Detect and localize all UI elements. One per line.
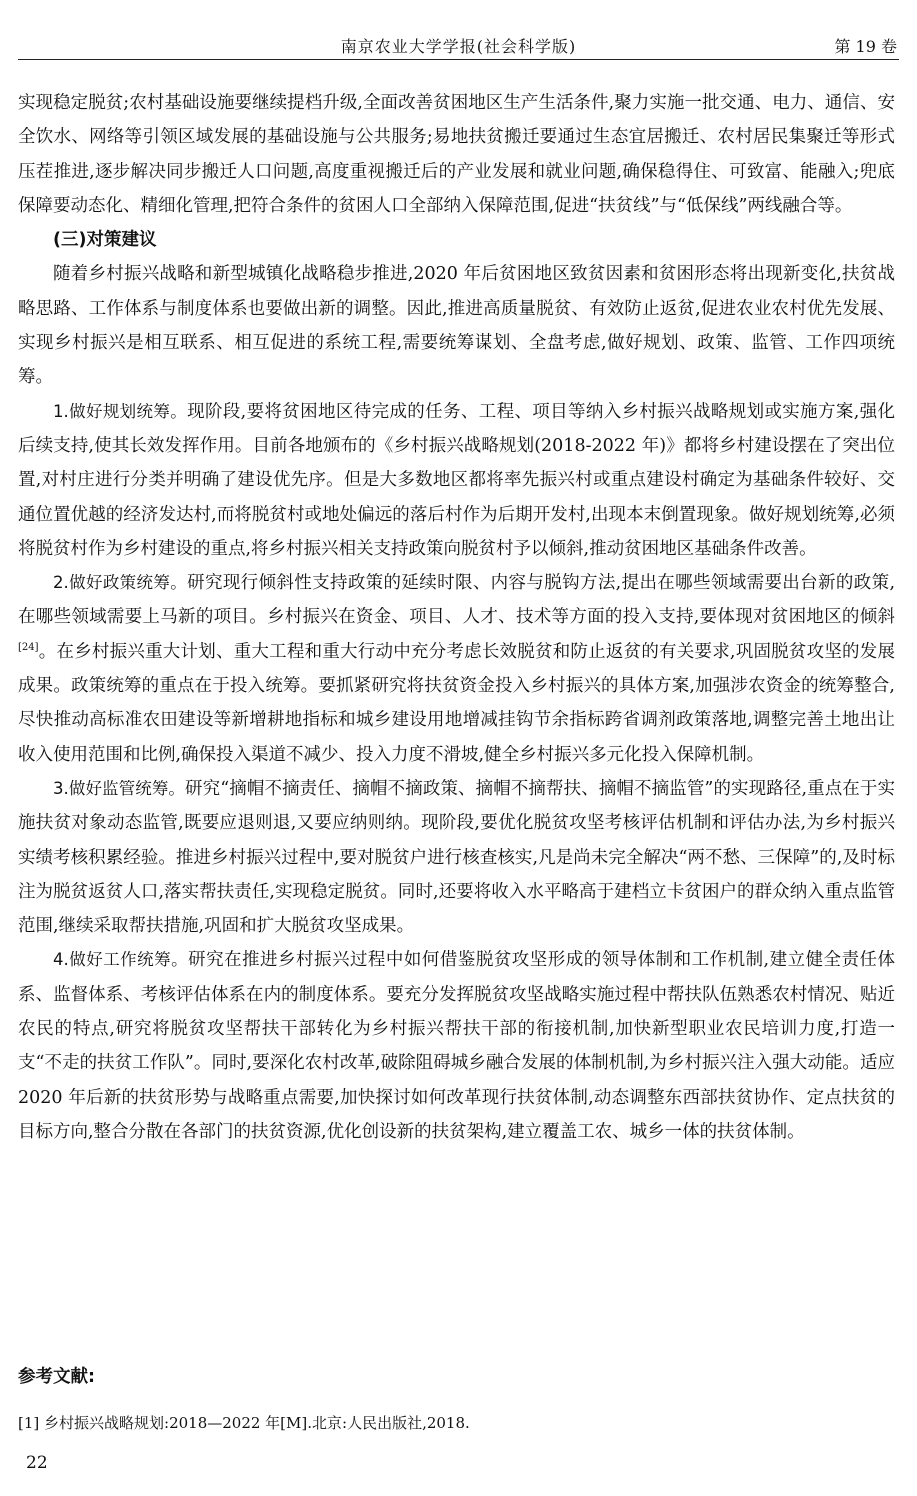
item-lead: 1.做好规划统筹。: [53, 401, 188, 421]
article-body: [18, 86, 895, 1149]
item-lead: 4.做好工作统筹。: [53, 950, 189, 970]
citation-ref: [24]: [18, 641, 39, 653]
references-heading: 参考文献:: [18, 1367, 95, 1387]
paragraph-item-3: [18, 772, 895, 943]
item-text: 研究“摘帽不摘责任、摘帽不摘政策、摘帽不摘帮扶、摘帽不摘监管”的实现路径,重点在于实施扶贫对象动态监管,既要应退则退,又要应纳则纳。现阶段,要优化脱贫攻坚考核评估机制和评估办法,为乡村振兴实绩考核积累经验。推进乡村振兴过程中,要对脱贫户进行核查核实,凡是尚未完全解决“两不愁、三保障”的,及时标注为脱贫返贫人口,落实帮扶责任,实现稳定脱贫。同时,还要将收入水平略高于建档立卡贫困户的群众纳入重点监管范围,继续采取帮扶措施,巩固和扩大脱贫攻坚成果。: [18, 778, 895, 937]
volume-number: 第 19 卷: [834, 37, 897, 56]
paragraph-item-4: [18, 943, 895, 1149]
item-text: 。在乡村振兴重大计划、重大工程和重大行动中充分考虑长效脱贫和防止返贫的有关要求,巩固脱贫攻坚的发展成果。政策统筹的重点在于投入统筹。要抓紧研究将扶贫资金投入乡村振兴的具体方案,加强涉农资金的统筹整合,尽快推动高标准农田建设等新增耕地指标和城乡建设用地增减挂钩节余指标跨省调剂政策落地,调整完善土地出让收入使用范围和比例,确保投入渠道不减少、投入力度不滑坡,健全乡村振兴多元化投入保障机制。: [18, 641, 895, 765]
item-lead: 3.做好监管统筹。: [53, 778, 186, 798]
running-header: [18, 0, 899, 60]
paragraph: 随着乡村振兴战略和新型城镇化战略稳步推进,2020 年后贫困地区致贫因素和贫困形态将出现新变化,扶贫战略思路、工作体系与制度体系也要做出新的调整。因此,推进高质量脱贫、有效防止返贫,促进农业农村优先发展、实现乡村振兴是相互联系、相互促进的系统工程,需要统筹谋划、全盘考虑,做好规划、政策、监管、工作四项统筹。: [18, 264, 895, 388]
item-text: 现阶段,要将贫困地区待完成的任务、工程、项目等纳入乡村振兴战略规划或实施方案,强化后续支持,使其长效发挥作用。目前各地颁布的《乡村振兴战略规划(2018-2022 年)》都将乡村建设摆在了突出位置,对村庄进行分类并明确了建设优先序。但是大多数地区都将率先振兴村或重点建设村确定为基础条件较好、交通位置优越的经济发达村,而将脱贫村或地处偏远的落后村作为后期开发村,出现本末倒置现象。做好规划统筹,必须将脱贫村作为乡村建设的重点,将乡村振兴相关支持政策向脱贫村予以倾斜,推动贫困地区基础条件改善。: [18, 401, 896, 559]
item-text: 研究现行倾斜性支持政策的延续时限、内容与脱钩方法,提出在哪些领域需要出台新的政策,在哪些领域需要上马新的项目。乡村振兴在资金、项目、人才、技术等方面的投入支持,要体现对贫困地区的倾斜: [18, 573, 896, 628]
item-text: 研究在推进乡村振兴过程中如何借鉴脱贫攻坚形成的领导体制和工作机制,建立健全责任体系、监督体系、考核评估体系在内的制度体系。要充分发挥脱贫攻坚战略实施过程中帮扶队伍熟悉农村情况、贴近农民的特点,研究将脱贫攻坚帮扶干部转化为乡村振兴帮扶干部的衔接机制,加快新型职业农民培训力度,打造一支“不走的扶贫工作队”。同时,要深化农村改革,破除阻碍城乡融合发展的体制机制,为乡村振兴注入强大动能。适应 2020 年后新的扶贫形势与战略重点需要,加快探讨如何改革现行扶贫体制,动态调整东西部扶贫协作、定点扶贫的目标方向,整合分散在各部门的扶贫资源,优化创设新的扶贫架构,建立覆盖工农、城乡一体的扶贫体制。: [18, 950, 895, 1142]
paragraph-item-1: [18, 395, 895, 566]
page-number: 22: [26, 1453, 48, 1473]
paragraph: 实现稳定脱贫;农村基础设施要继续提档升级,全面改善贫困地区生产生活条件,聚力实施一批交通、电力、通信、安全饮水、网络等引领区域发展的基础设施与公共服务;易地扶贫搬迁要通过生态宜居搬迁、农村居民集聚迁等形式压茬推进,逐步解决同步搬迁人口问题,高度重视搬迁后的产业发展和就业问题,确保稳得住、可致富、能融入;兜底保障要动态化、精细化管理,把符合条件的贫困人口全部纳入保障范围,促进“扶贫线”与“低保线”两线融合等。: [18, 93, 895, 216]
journal-title: 南京农业大学学报(社会科学版): [340, 37, 577, 56]
section-heading: (三)对策建议: [53, 230, 157, 251]
item-lead: 2.做好政策统筹。: [53, 573, 188, 593]
paragraph-item-2: [18, 566, 895, 772]
reference-item: [1] 乡村振兴战略规划:2018—2022 年[M].北京:人民出版社,2018.: [18, 1414, 470, 1432]
